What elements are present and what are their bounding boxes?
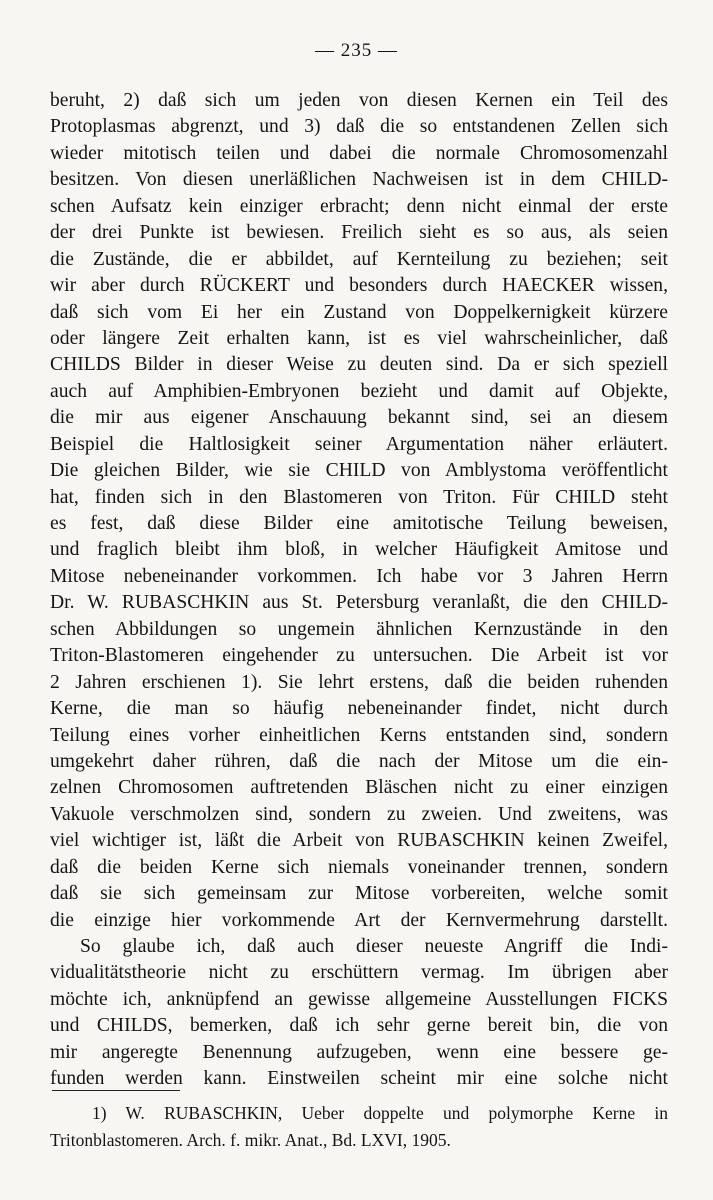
text-line: wir aber durch RÜCKERT und besonders durch HAECKER wissen,: [50, 275, 668, 297]
text-line: So glaube ich, daß auch dieser neueste Angriff die Indi-: [80, 936, 668, 957]
text-line: Beispiel die Haltlosigkeit seiner Argumentation näher erläutert.: [50, 433, 668, 455]
text-line: viel wichtiger ist, läßt die Arbeit von RUBASCHKIN keinen Zweifel,: [50, 830, 668, 852]
text-line: der drei Punkte ist bewiesen. Freilich sieht es so aus, als seien: [50, 222, 668, 244]
text-line: und CHILDS, bemerken, daß ich sehr gerne bereit bin, die von: [50, 1015, 668, 1037]
text-line: Triton-Blastomeren eingehender zu untersuchen. Die Arbeit ist vor: [50, 645, 668, 667]
text-line: Mitose nebeneinander vorkommen. Ich habe vor 3 Jahren Herrn: [50, 565, 668, 587]
text-line: beruht, 2) daß sich um jeden von diesen Kernen ein Teil des: [50, 90, 668, 111]
text-line: besitzen. Von diesen unerläßlichen Nachweisen ist in dem CHILD-: [50, 169, 668, 191]
text-line: 2 Jahren erschienen 1). Sie lehrt erstens, daß die beiden ruhenden: [50, 671, 668, 693]
footnote-line: Tritonblastomeren. Arch. f. mikr. Anat., Bd. LXVI, 1905.: [50, 1130, 451, 1150]
text-line: wieder mitotisch teilen und dabei die normale Chromosomenzahl: [50, 142, 668, 164]
text-line: Die gleichen Bilder, wie sie CHILD von Amblystoma veröffentlicht: [50, 460, 668, 482]
text-line: Protoplasmas abgrenzt, und 3) daß die so entstandenen Zellen sich: [50, 116, 668, 138]
text-line: auch auf Amphibien-Embryonen bezieht und damit auf Objekte,: [50, 380, 668, 402]
text-line: daß sich vom Ei her ein Zustand von Doppelkernigkeit kürzere: [50, 301, 668, 323]
body-text: [50, 88, 668, 1093]
text-line: oder längere Zeit erhalten kann, ist es viel wahrscheinlicher, daß: [50, 327, 668, 349]
text-line: daß sie sich gemeinsam zur Mitose vorbereiten, welche somit: [50, 883, 668, 905]
text-line: es fest, daß diese Bilder eine amitotische Teilung beweisen,: [50, 513, 668, 534]
text-line: die mir aus eigener Anschauung bekannt sind, sei an diesem: [50, 407, 668, 429]
footnote: [50, 1100, 668, 1154]
text-line: mir angeregte Benennung aufzugeben, wenn eine bessere ge-: [50, 1041, 668, 1063]
footnote-line: 1) W. RUBASCHKIN, Ueber doppelte und polymorphe Kerne in: [92, 1103, 668, 1123]
text-line: Vakuole verschmolzen sind, sondern zu zweien. Und zweitens, was: [50, 803, 668, 825]
text-line: Kerne, die man so häufig nebeneinander findet, nicht durch: [50, 698, 668, 720]
text-line: vidualitätstheorie nicht zu erschüttern vermag. Im übrigen aber: [50, 962, 668, 984]
text-line: Teilung eines vorher einheitlichen Kerns entstanden sind, sondern: [50, 724, 668, 746]
footnote-divider: [52, 1090, 180, 1091]
text-line: funden werden kann. Einstweilen scheint mir eine solche nicht: [50, 1068, 668, 1090]
text-line: zelnen Chromosomen auftretenden Bläschen nicht zu einer einzigen: [50, 777, 668, 799]
text-line: CHILDS Bilder in dieser Weise zu deuten sind. Da er sich speziell: [50, 354, 668, 376]
page-number: — 235 —: [315, 40, 398, 61]
text-line: und fraglich bleibt ihm bloß, in welcher Häufigkeit Amitose und: [50, 539, 668, 561]
text-line: schen Aufsatz kein einziger erbracht; denn nicht einmal der erste: [50, 195, 668, 217]
text-line: die einzige hier vorkommende Art der Kernvermehrung darstellt.: [50, 909, 668, 931]
text-line: Dr. W. RUBASCHKIN aus St. Petersburg veranlaßt, die den CHILD-: [50, 592, 668, 614]
text-line: schen Abbildungen so ungemein ähnlichen Kernzustände in den: [50, 618, 668, 640]
text-line: daß die beiden Kerne sich niemals voneinander trennen, sondern: [50, 856, 668, 878]
text-line: die Zustände, die er abbildet, auf Kernteilung zu beziehen; seit: [50, 248, 668, 270]
text-line: umgekehrt daher rühren, daß die nach der Mitose um die ein-: [50, 750, 668, 772]
text-line: hat, finden sich in den Blastomeren von Triton. Für CHILD steht: [50, 486, 668, 508]
text-line: möchte ich, anknüpfend an gewisse allgemeine Ausstellungen FICKS: [50, 988, 668, 1010]
